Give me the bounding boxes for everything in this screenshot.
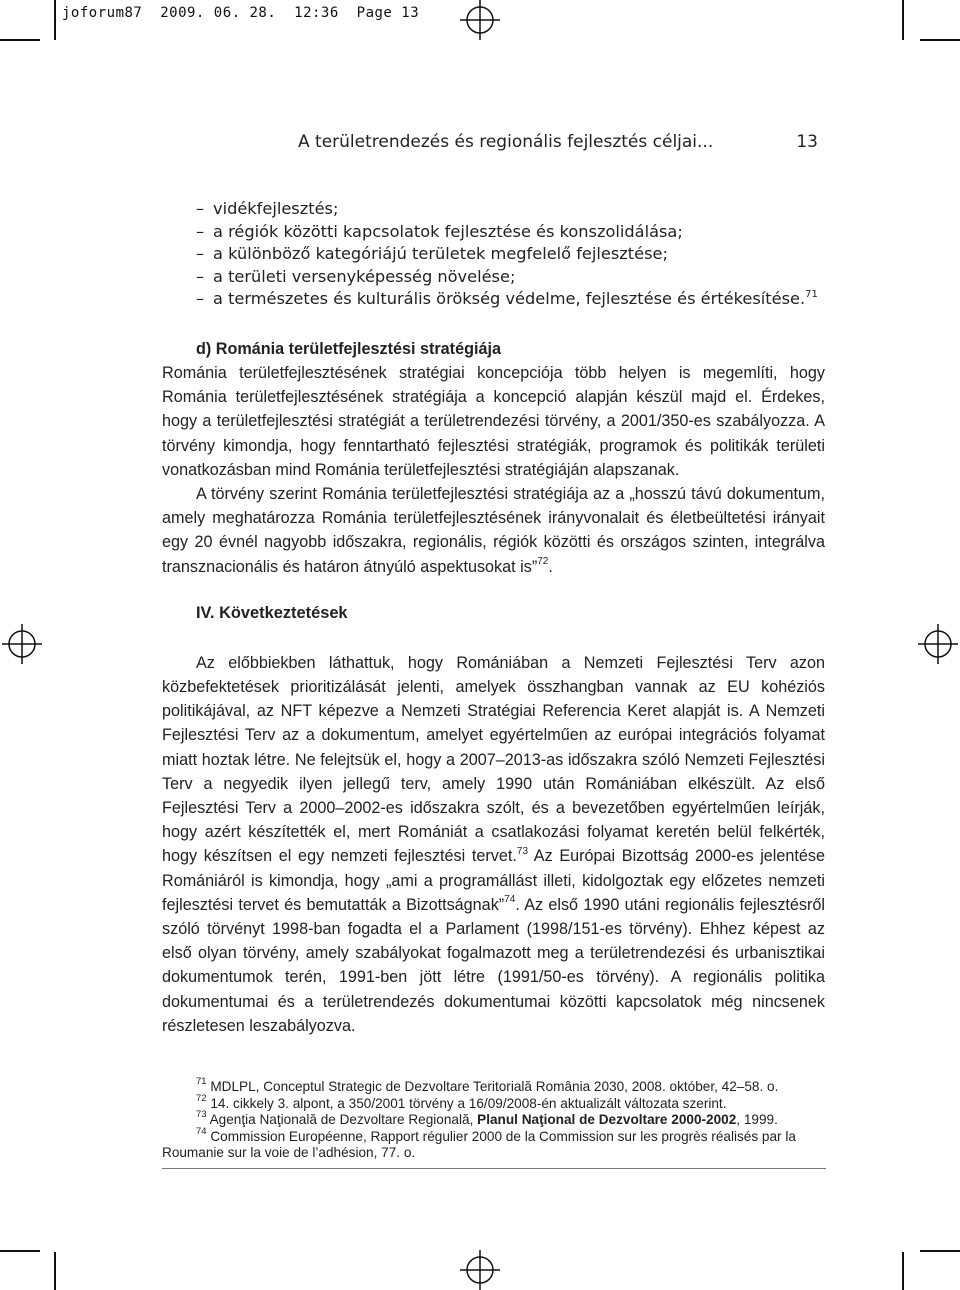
registration-mark-icon xyxy=(918,624,958,664)
crop-mark xyxy=(920,39,960,41)
slug-line: joforum87 2009. 06. 28. 12:36 Page 13 xyxy=(62,5,420,21)
footnotes xyxy=(162,1076,832,1162)
list-item: – a különböző kategóriájú területek megfelelő fejlesztése; xyxy=(196,243,825,266)
page-content xyxy=(162,198,825,1038)
crop-mark xyxy=(902,1252,904,1290)
crop-mark xyxy=(902,0,904,40)
footnote: $^{74}$ Commission Européenne, Rapport régulier 2000 de la Commission sur les progrès réalisés par la Roumanie sur la voie de l’adhésion, 77. o. xyxy=(162,1125,796,1160)
dash-list xyxy=(162,198,825,311)
registration-mark-icon xyxy=(2,624,42,664)
list-item: – a területi versenyképesség növelése; xyxy=(196,266,825,289)
subheading: d) Románia területfejlesztési stratégiája xyxy=(196,339,501,358)
crop-mark xyxy=(54,1252,56,1290)
footnote: $^{72}$ 14. cikkely 3. alpont, a 350/2001 törvény a 16/09/2008-én aktualizált változata szerint. xyxy=(196,1092,727,1111)
registration-mark-icon xyxy=(460,0,500,40)
paragraph: Az előbbiekben láthattuk, hogy Romániában a Nemzeti Fejlesztési Terv azon közbefektetések prioritizálását jelenti, amelyek összhangban vannak az EU kohéziós politikájával, az NFT képezve a Nemzeti Stratégiai Referencia Keret alapját is. A Nemzeti Fejlesztési Terv az a dokumentum, amelyet egyértelműen az európai integrációs folyamat miatt hoztak létre. Ne felejtsük el, hogy a 2007–2013-as időszakra szóló Nemzeti Fejlesztési Terv a negyedik ilyen jellegű terv, amely 1990 után Romániában elkészült. Az első Fejlesztési Terv a 2000–2002-es időszakra szólt, és a bevezetőben egyértelműen leírják, hogy azért készítették el, mert Romániát a csatlakozási folyamat keretén belül felkérték, hogy készítsen el egy nemzeti fejlesztési tervet.$^{73}$ Az Európai Bizottság 2000-es jelentése Romániáról is kimondja, hogy „ami a programállást illeti, kidolgoztak egy előzetes nemzeti fejlesztési tervet és bemutatták a Bizottságnak”$^{74}$. Az első 1990 utáni regionális fejlesztésről szóló törvényt 1998-ban fogadta el a Parlament (1998/151-es törvény). Ehhez képest az első olyan törvény, amely szabályokat fogalmazott meg a területrendezési és urbanisztikai dokumentumok terén, 1991-ben jött létre (1991/50-es törvény). A regionális politika dokumentumai és a területrendezés dokumentumai közötti kapcsolatok még nincsenek részletesen leszabályozva. xyxy=(162,653,825,1035)
paragraph: Románia területfejlesztésének stratégiai koncepciója több helyen is megemlíti, hogy Románia területfejlesztésének stratégiája a koncepció alapján készül majd el. Érdekes, hogy a területfejlesztési stratégiát a területrendezési törvény, a 2001/350-es szabályozza. A törvény kimondja, hogy fenntartható fejlesztési stratégiák, programok és politikák területi vonatkozásban mind Románia területfejlesztési stratégiáján alapszanak. xyxy=(162,363,825,479)
crop-mark xyxy=(54,0,56,40)
page-number: 13 xyxy=(796,132,818,152)
footnote-ref: 73 xyxy=(516,846,529,858)
crop-mark xyxy=(0,1250,40,1252)
footnote-ref: 74 xyxy=(504,894,516,906)
section-heading: IV. Következtetések xyxy=(196,603,348,622)
registration-mark-icon xyxy=(460,1250,500,1290)
list-item: – a természetes és kulturális örökség védelme, fejlesztése és értékesítése.$^{71}$ xyxy=(196,288,825,311)
paragraph: A törvény szerint Románia területfejlesztési stratégiája az a „hosszú távú dokumentum, amely meghatározza Románia területfejlesztésének irányvonalait és életbeültetési irányait egy 20 évnél nagyobb időszakra, regionális, régiók közötti és országos szinten, integrálva transznacionális és határon átnyúló aspektusokat is”$^{72}$. xyxy=(162,484,825,576)
footnote-ref: 71 xyxy=(805,288,818,300)
footnote-divider xyxy=(162,1168,826,1169)
crop-mark xyxy=(920,1250,960,1252)
footnote: $^{71}$ MDLPL, Conceptul Strategic de Dezvoltare Teritorială România 2030, 2008. október, 42–58. o. xyxy=(196,1076,779,1094)
list-item: – vidékfejlesztés; xyxy=(196,198,825,221)
footnote-ref: 72 xyxy=(537,556,549,568)
footnote: $^{73}$ Agenţia Naţională de Dezvoltare Regională, Planul Naţional de Dezvoltare 2000-2002, 1999. xyxy=(196,1109,778,1127)
crop-mark xyxy=(0,39,40,41)
running-head-title: A területrendezés és regionális fejlesztés céljai... xyxy=(298,132,714,152)
list-item: – a régiók közötti kapcsolatok fejlesztése és konszolidálása; xyxy=(196,221,825,244)
